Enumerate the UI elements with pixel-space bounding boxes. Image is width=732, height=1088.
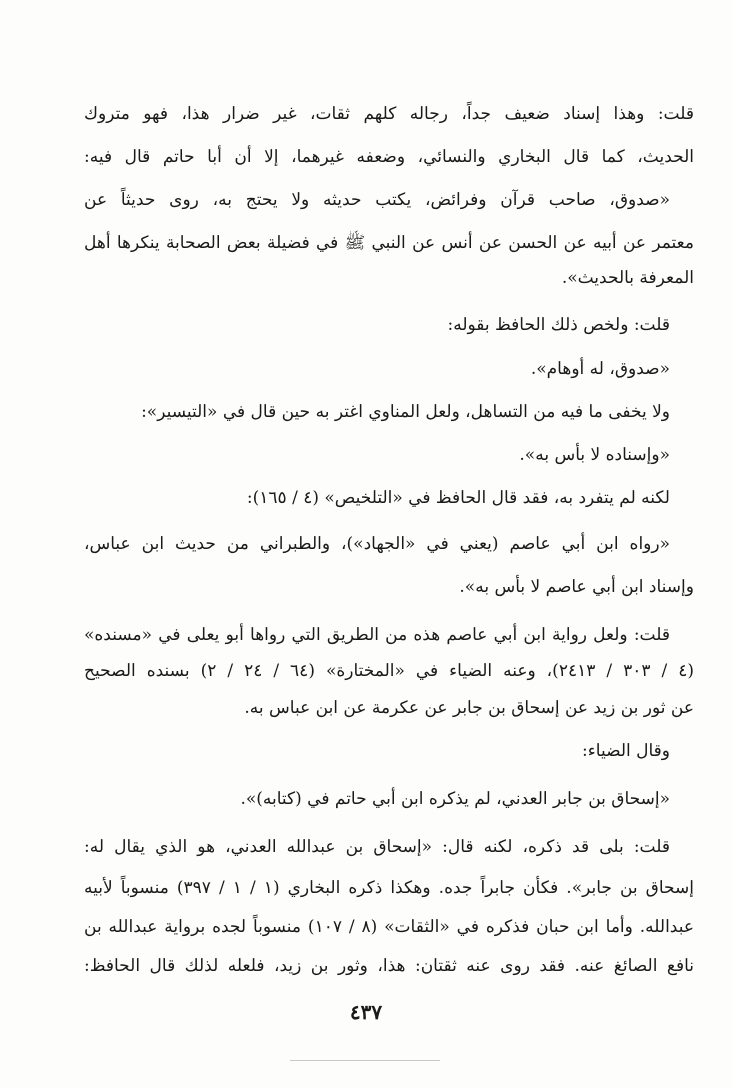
text-line-18: قلت: بلى قد ذكره، لكنه قال: «إسحاق بن عبدالله العدني، هو الذي يقال له: bbox=[84, 837, 670, 857]
text-line-15: عن ثور بن زيد عن إسحاق بن جابر عن عكرمة عن ابن عباس به. bbox=[244, 698, 694, 718]
text-line-19: إسحاق بن جابر». فكأن جابراً جده. وهكذا ذكره البخاري (١ / ١ / ٣٩٧) منسوباً لأبيه bbox=[84, 878, 694, 898]
text-line-13: قلت: ولعل رواية ابن أبي عاصم هذه من الطريق التي رواها أبو يعلى في «مسنده» bbox=[84, 625, 670, 645]
text-line-12: وإسناد ابن أبي عاصم لا بأس به». bbox=[459, 577, 694, 597]
text-line-1: قلت: وهذا إسناد ضعيف جداً، رجاله كلهم ثقات، غير ضرار هذا، فهو متروك bbox=[84, 104, 694, 124]
text-line-6: قلت: ولخص ذلك الحافظ بقوله: bbox=[447, 315, 670, 335]
text-line-9: «وإسناده لا بأس به». bbox=[519, 445, 670, 465]
text-line-16: وقال الضياء: bbox=[582, 741, 670, 761]
text-line-4: معتمر عن أبيه عن الحسن عن أنس عن النبي ﷺ في فضيلة بعض الصحابة ينكرها أهل bbox=[84, 233, 694, 253]
text-line-10: لكنه لم يتفرد به، فقد قال الحافظ في «التلخيص» (٤ / ١٦٥): bbox=[246, 488, 670, 508]
text-line-11: «رواه ابن أبي عاصم (يعني في «الجهاد»)، والطبراني من حديث ابن عباس، bbox=[84, 534, 670, 554]
page-number: ٤٣٧ bbox=[349, 1000, 383, 1024]
text-line-7: «صدوق، له أوهام». bbox=[530, 359, 670, 379]
text-line-5: المعرفة بالحديث». bbox=[561, 268, 694, 288]
text-line-20: عبدالله. وأما ابن حبان فذكره في «الثقات» (٨ / ١٠٧) منسوباً لجده برواية عبدالله بن bbox=[84, 917, 694, 937]
text-line-3: «صدوق، صاحب قرآن وفرائض، يكتب حديثه ولا يحتج به، روى حديثاً عن bbox=[84, 190, 670, 210]
text-line-17: «إسحاق بن جابر العدني، لم يذكره ابن أبي حاتم في (كتابه)». bbox=[240, 789, 670, 809]
text-line-14: (٤ / ٣٠٣ / ٢٤١٣)، وعنه الضياء في «المختارة» (٦٤ / ٢٤ / ٢) بسنده الصحيح bbox=[84, 661, 694, 681]
text-line-2: الحديث، كما قال البخاري والنسائي، وضعفه غيرهما، إلا أن أبا حاتم قال فيه: bbox=[84, 147, 694, 167]
footer-rule bbox=[290, 1060, 440, 1061]
text-line-21: نافع الصائغ عنه. فقد روى عنه ثقتان: هذا، وثور بن زيد، فلعله لذلك قال الحافظ: bbox=[84, 956, 694, 976]
text-line-8: ولا يخفى ما فيه من التساهل، ولعل المناوي اغتر به حين قال في «التيسير»: bbox=[141, 402, 670, 422]
